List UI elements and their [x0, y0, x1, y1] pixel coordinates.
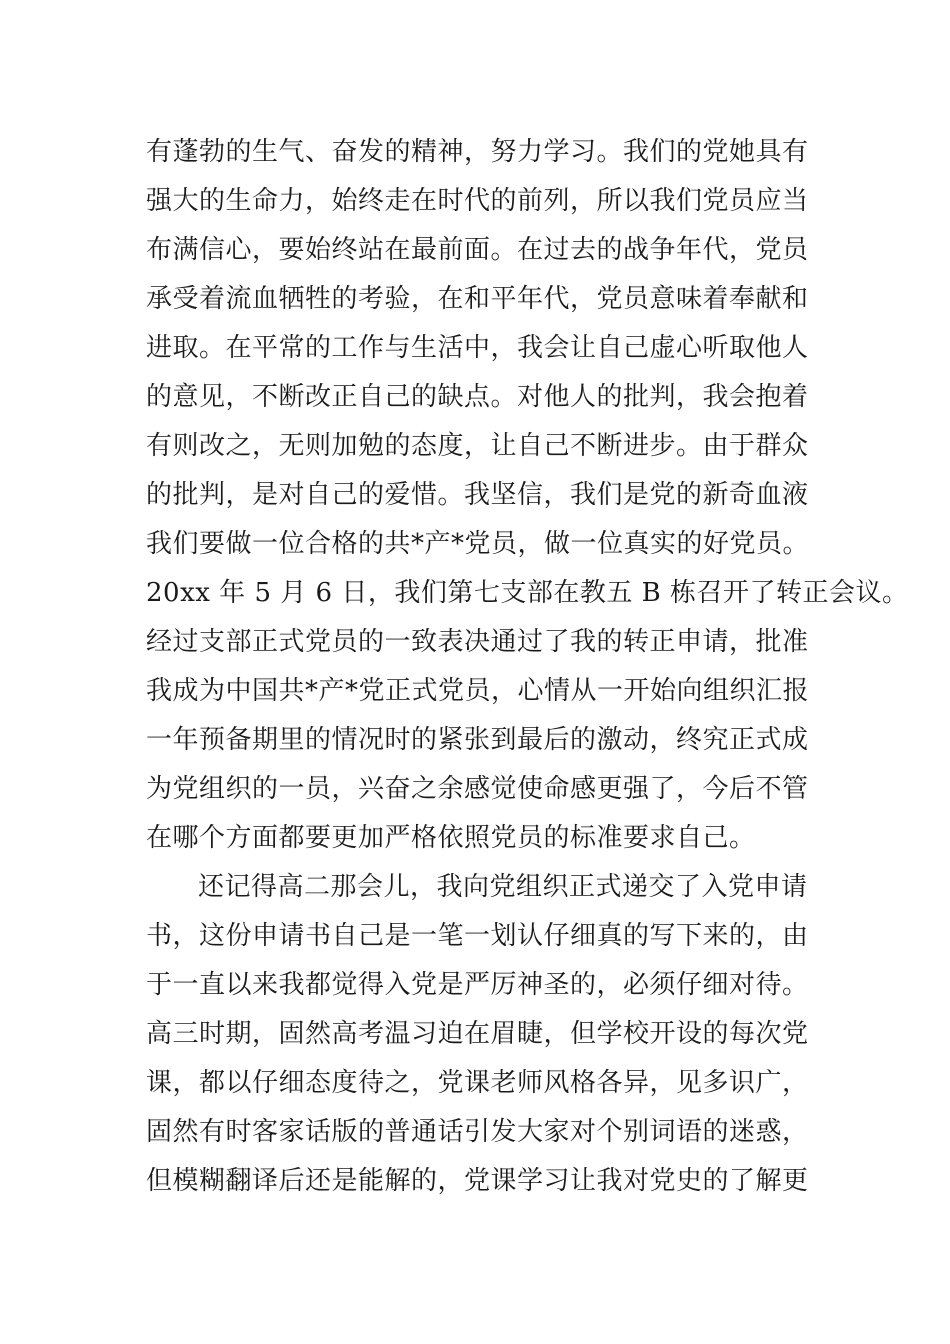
text-line: 的批判，是对自己的爱惜。我坚信，我们是党的新奇血液 — [146, 480, 809, 510]
text-line: 我们要做一位合格的共*产*党员，做一位真实的好党员。 — [146, 529, 810, 559]
paragraph-start-line: 还记得高二那会儿，我向党组织正式递交了入党申请 — [198, 872, 808, 902]
text-line: 高三时期，固然高考温习迫在眉睫，但学校开设的每次党 — [146, 1019, 809, 1049]
text-line: 但模糊翻译后还是能解的，党课学习让我对党史的了解更 — [146, 1166, 809, 1196]
text-line: 承受着流血牺牲的考验，在和平年代，党员意味着奉献和 — [146, 284, 809, 314]
text-line: 经过支部正式党员的一致表决通过了我的转正申请，批准 — [146, 627, 809, 657]
text-line: 为党组织的一员，兴奋之余感觉使命感更强了，今后不管 — [146, 774, 809, 804]
text-line: 20xx 年 5 月 6 日，我们第七支部在教五 B 栋召开了转正会议。 — [146, 578, 909, 608]
text-line: 我成为中国共*产*党正式党员，心情从一开始向组织汇报 — [146, 676, 810, 706]
text-line: 课，都以仔细态度待之，党课老师风格各异，见多识广， — [146, 1068, 809, 1098]
text-line: 有蓬勃的生气、奋发的精神，努力学习。我们的党她具有 — [146, 137, 809, 167]
text-line: 书，这份申请书自己是一笔一划认仔细真的写下来的，由 — [146, 921, 809, 951]
text-line: 固然有时客家话版的普通话引发大家对个别词语的迷惑， — [146, 1117, 809, 1147]
body-text — [146, 128, 909, 1206]
text-line: 于一直以来我都觉得入党是严厉神圣的，必须仔细对待。 — [146, 970, 809, 1000]
text-line: 有则改之，无则加勉的态度，让自己不断进步。由于群众 — [146, 431, 809, 461]
text-line: 的意见，不断改正自己的缺点。对他人的批判，我会抱着 — [146, 382, 809, 412]
text-line: 布满信心，要始终站在最前面。在过去的战争年代，党员 — [146, 235, 809, 265]
text-line: 强大的生命力，始终走在时代的前列，所以我们党员应当 — [146, 186, 809, 216]
text-line: 在哪个方面都要更加严格依照党员的标准要求自己。 — [146, 823, 756, 853]
text-line: 一年预备期里的情况时的紧张到最后的激动，终究正式成 — [146, 725, 809, 755]
text-line: 进取。在平常的工作与生活中，我会让自己虚心听取他人 — [146, 333, 809, 363]
